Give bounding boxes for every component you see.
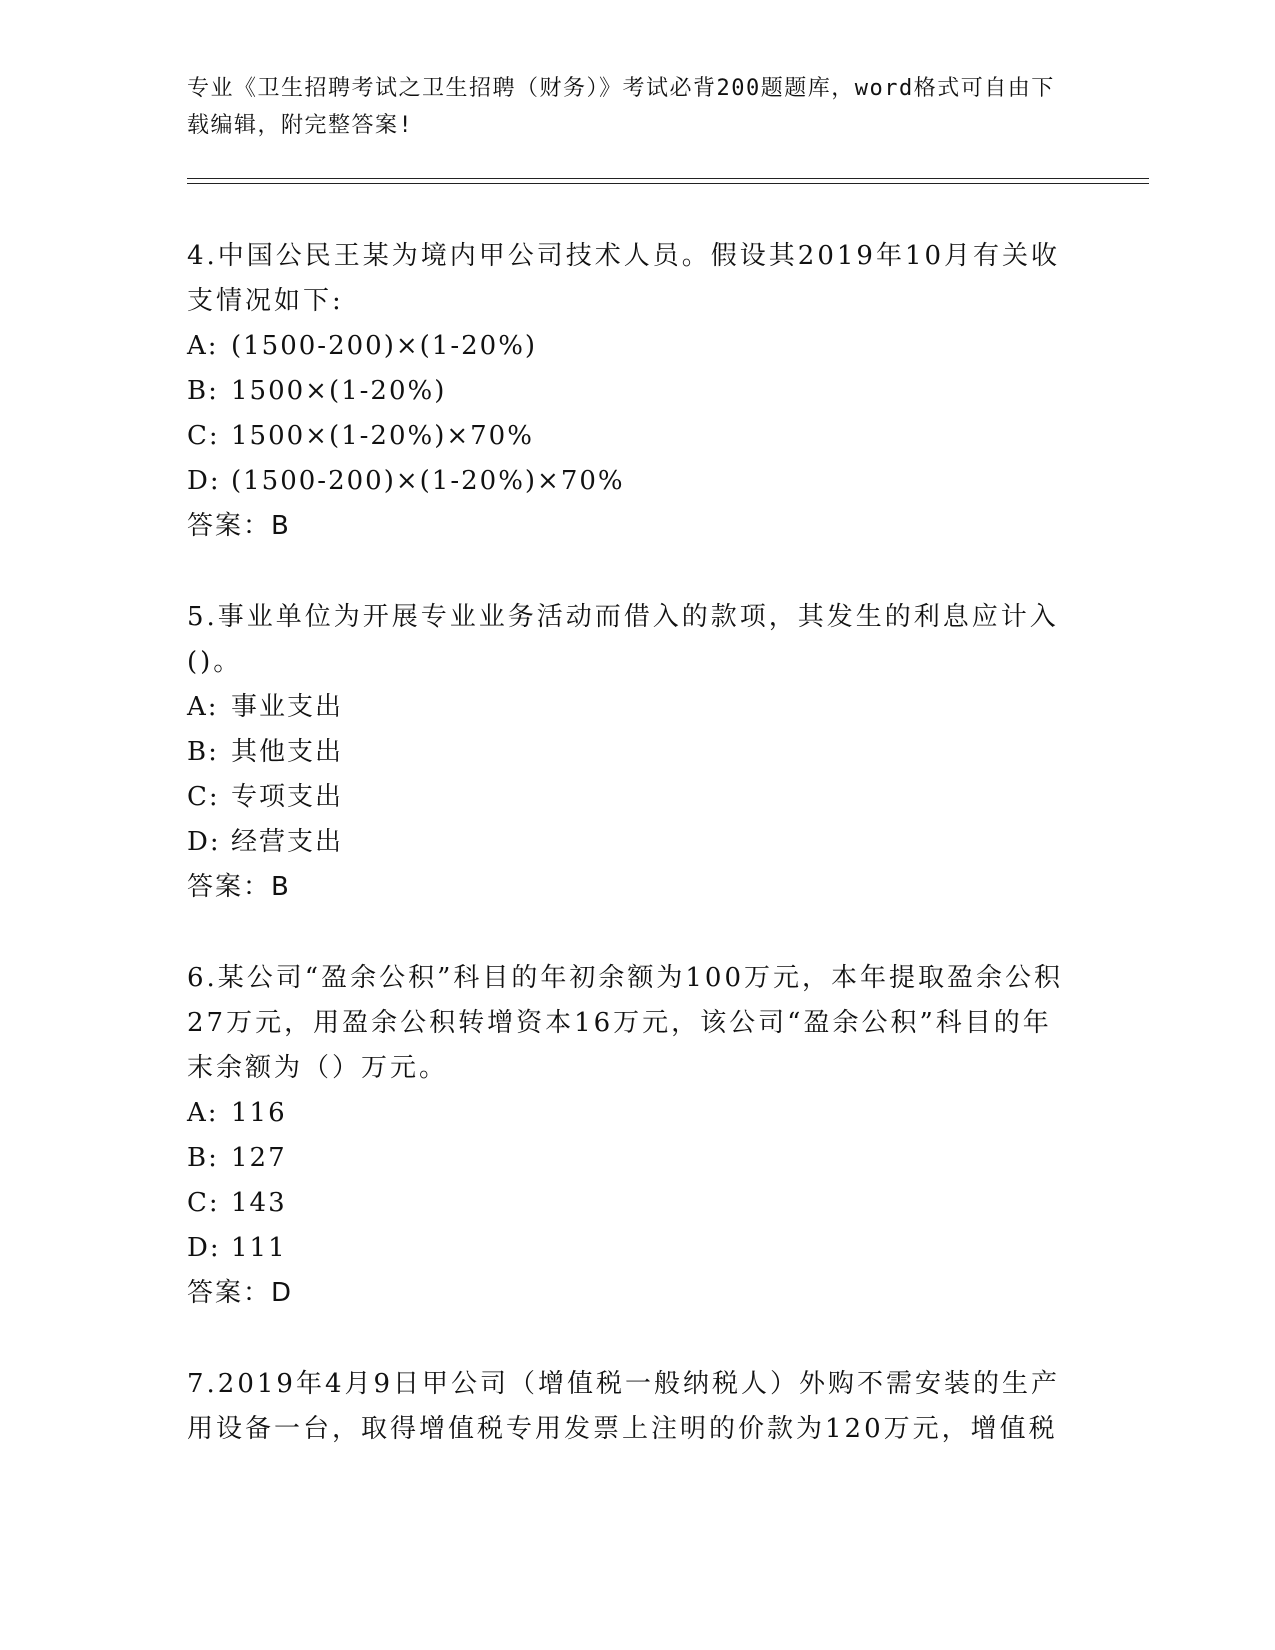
option-list <box>187 1091 1067 1271</box>
option-key: C: <box>187 421 220 451</box>
question-stem: 6.某公司“盈余公积”科目的年初余额为100万元，本年提取盈余公积27万元，用盈余公积转增资本16万元，该公司“盈余公积”科目的年末余额为（）万元。 <box>187 963 1064 1083</box>
option-key: B: <box>187 376 219 406</box>
option-key: D: <box>187 466 221 496</box>
option-text: 127 <box>231 1143 287 1173</box>
option-b <box>187 730 1067 775</box>
option-key: D: <box>187 1233 221 1263</box>
option-text: 专项支出 <box>231 782 344 812</box>
option-key: A: <box>187 331 219 361</box>
option-a <box>187 1091 1067 1136</box>
option-text: (1500-200)×(1-20%) <box>231 331 538 361</box>
option-b <box>187 369 1067 414</box>
option-text: (1500-200)×(1-20%)×70% <box>231 466 625 496</box>
option-list <box>187 685 1067 865</box>
option-text: 其他支出 <box>231 737 344 767</box>
option-key: A: <box>187 692 219 722</box>
option-b <box>187 1136 1067 1181</box>
option-text: 经营支出 <box>231 827 344 857</box>
document-header: 专业《卫生招聘考试之卫生招聘（财务）》考试必背200题题库，word格式可自由下载编辑，附完整答案! <box>187 76 1055 138</box>
answer-line: 答案：D <box>187 1278 294 1308</box>
option-c <box>187 1181 1067 1226</box>
option-a <box>187 324 1067 369</box>
option-key: C: <box>187 782 220 812</box>
option-c <box>187 775 1067 820</box>
option-text: 事业支出 <box>231 692 344 722</box>
option-key: A: <box>187 1098 219 1128</box>
option-text: 111 <box>231 1233 287 1263</box>
option-text: 1500×(1-20%) <box>231 376 447 406</box>
option-text: 116 <box>231 1098 287 1128</box>
question-7 <box>187 1362 1067 1452</box>
answer-line: 答案：B <box>187 872 291 902</box>
option-key: D: <box>187 827 221 857</box>
question-list <box>187 234 1067 1498</box>
option-text: 1500×(1-20%)×70% <box>231 421 534 451</box>
question-4 <box>187 234 1067 549</box>
option-d <box>187 820 1067 865</box>
question-5 <box>187 595 1067 910</box>
header-divider-bottom <box>187 183 1149 184</box>
question-6 <box>187 956 1067 1316</box>
option-key: C: <box>187 1188 220 1218</box>
question-stem: 5.事业单位为开展专业业务活动而借入的款项，其发生的利息应计入()。 <box>187 602 1059 677</box>
option-key: B: <box>187 1143 219 1173</box>
option-key: B: <box>187 737 219 767</box>
option-d <box>187 1226 1067 1271</box>
option-c <box>187 414 1067 459</box>
option-a <box>187 685 1067 730</box>
question-stem: 7.2019年4月9日甲公司（增值税一般纳税人）外购不需安装的生产用设备一台，取得增值税专用发票上注明的价款为120万元，增值税 <box>187 1369 1061 1444</box>
question-stem: 4.中国公民王某为境内甲公司技术人员。假设其2019年10月有关收支情况如下: <box>187 241 1061 316</box>
option-list <box>187 324 1067 504</box>
option-text: 143 <box>231 1188 287 1218</box>
answer-line: 答案：B <box>187 511 291 541</box>
header-divider-top <box>187 178 1149 179</box>
option-d <box>187 459 1067 504</box>
